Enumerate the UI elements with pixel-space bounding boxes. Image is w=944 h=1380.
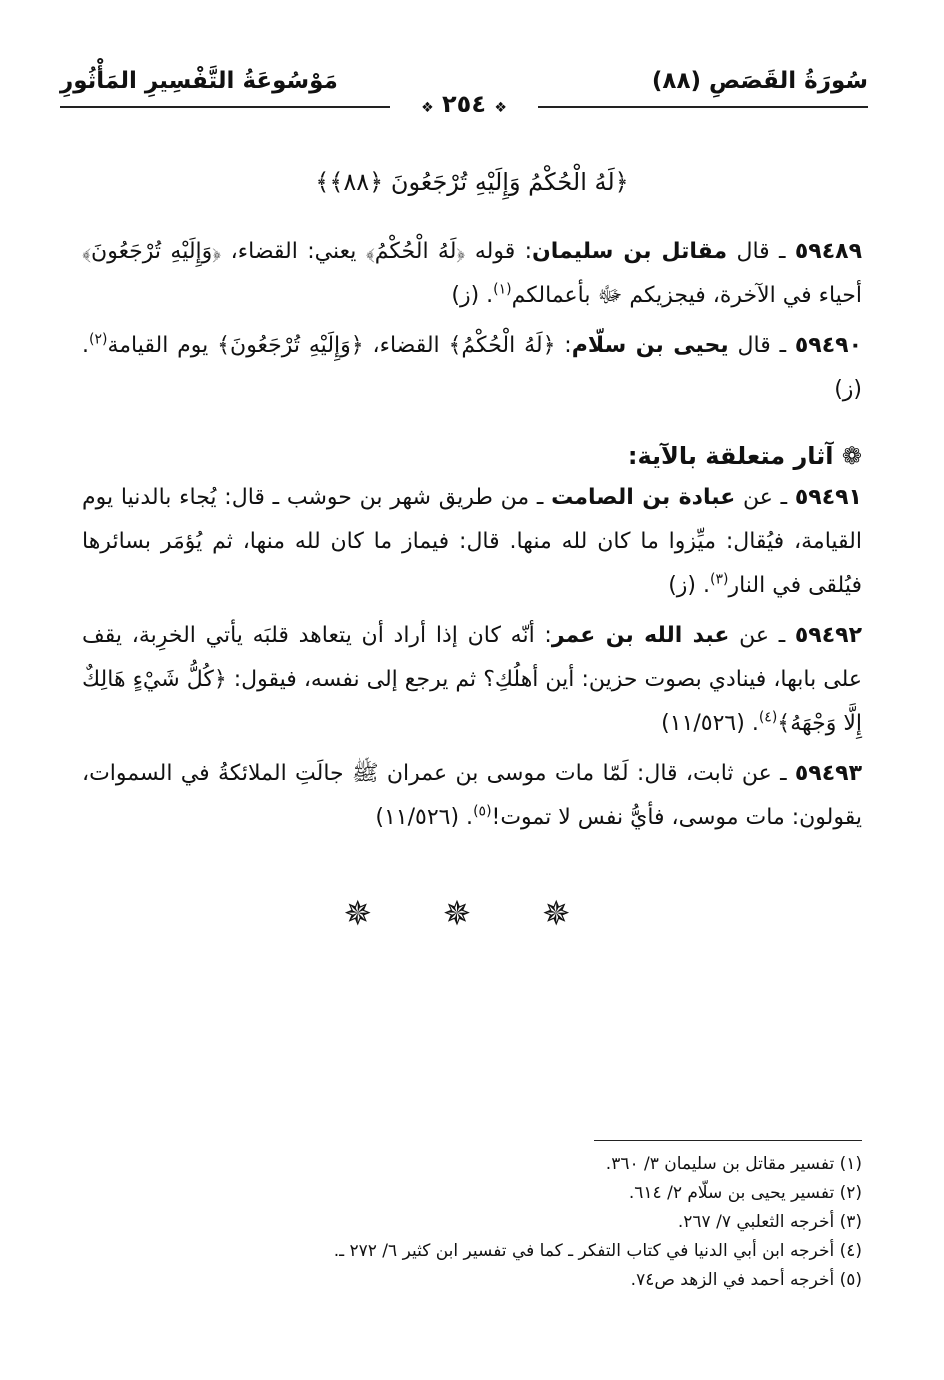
entry-text: لَمّا مات موسى بن عمران ﷺ جالَتِ الملائكةُ في السموات، يقولون: مات موسى، فأيُّ نفس لا تموت!	[82, 761, 862, 830]
footnote-ref[interactable]: (٤)	[758, 709, 778, 726]
entry-prefix: ـ قال	[728, 333, 795, 358]
page-header	[60, 58, 868, 120]
entry-suffix: . (١١/٥٢٦)	[375, 805, 474, 830]
entry-prefix: ـ عن	[735, 485, 795, 510]
footnote-ref[interactable]: (٢)	[89, 331, 108, 348]
entry-suffix: . (١١/٥٢٦)	[661, 711, 759, 736]
footnote-2: (٢) تفسير يحيى بن سلّام ٢/ ٦١٤.	[628, 1183, 862, 1203]
surah-title: سُورَةُ القَصَصِ (٨٨)	[651, 68, 868, 94]
footnote-3: (٣) أخرجه الثعلبي ٧/ ٢٦٧.	[677, 1212, 862, 1232]
page-number: ٢٥٤	[442, 90, 486, 118]
footnote-ref[interactable]: (٣)	[710, 571, 729, 588]
page-body	[82, 168, 862, 934]
ornament-icon: ❖	[494, 100, 507, 116]
athar-59491	[82, 476, 862, 608]
entry-suffix: . (ز)	[82, 333, 862, 402]
header-rule-left	[60, 106, 390, 108]
footnote-divider	[594, 1140, 862, 1141]
footnote-5: (٥) أخرجه أحمد في الزهد ص٧٤.	[630, 1270, 862, 1290]
entry-59490	[82, 324, 862, 412]
entry-number: ٥٩٤٩٠	[794, 333, 862, 358]
footnote-ref[interactable]: (١)	[493, 281, 512, 298]
section-heading: ❁ آثار متعلقة بالآية:	[627, 442, 862, 470]
footnote-1: (١) تفسير مقاتل بن سليمان ٣/ ٣٦٠.	[605, 1154, 862, 1174]
entry-number: ٥٩٤٩٣	[794, 761, 862, 786]
entry-prefix: ـ قال	[727, 239, 795, 264]
entry-number: ٥٩٤٨٩	[794, 239, 862, 264]
quran-verse: ﴿لَهُ الْحُكْمُ وَإِلَيْهِ تُرْجَعُونَ ﴿٨٨﴾﴾	[315, 168, 629, 196]
footnote-ref[interactable]: (٥)	[473, 803, 492, 820]
entry-59489	[82, 230, 862, 318]
entry-narrator: عبادة بن الصامت	[551, 485, 736, 510]
entry-suffix: . (ز)	[451, 283, 494, 308]
entry-text: : أنّه كان إذا أراد أن يتعاهد قلبَه يأتي الخرِبة، يقف على بابها، فينادي بصوت حزين: أين أهلُكِ؟ ثم يرجع إلى نفسه، فيقول: ﴿كُلُّ شَيْءٍ هَالِكٌ إِلَّا وَجْهَهُ﴾	[82, 623, 862, 736]
entry-number: ٥٩٤٩١	[794, 485, 862, 510]
entry-text: : قوله ﴿لَهُ الْحُكْمُ﴾ يعني: القضاء، ﴿وَإِلَيْهِ تُرْجَعُونَ﴾ أحياء في الآخرة، فيجزيكم ﷻ بأعمالكم	[82, 239, 862, 308]
athar-59492	[82, 614, 862, 746]
section-separator-stars: ✵ ✵ ✵	[343, 894, 601, 934]
entry-text: ـ من طريق شهر بن حوشب ـ قال: يُجاء بالدنيا يوم القيامة، فيُقال: ميِّزوا ما كان لله منها. قال: فيماز ما كان لله منها، ثم يُؤمَر بسائرها فيُلقى في النار	[82, 485, 862, 598]
entry-text: : ﴿لَهُ الْحُكْمُ﴾ القضاء، ﴿وَإِلَيْهِ تُرْجَعُونَ﴾ يوم القيامة	[107, 333, 572, 358]
entry-number: ٥٩٤٩٢	[794, 623, 863, 648]
ornament-icon: ❖	[421, 100, 434, 116]
book-title: مَوْسُوعَةُ التَّفْسِيرِ المَأْثُورِ	[60, 68, 338, 94]
page-number-block	[404, 90, 524, 118]
entry-narrator: مقاتل بن سليمان	[531, 239, 728, 264]
entry-suffix: . (ز)	[668, 573, 710, 598]
entry-narrator: عبد الله بن عمر	[551, 623, 730, 648]
entry-prefix: ـ عن	[729, 623, 795, 648]
footnotes	[82, 1150, 862, 1295]
footnote-4: (٤) أخرجه ابن أبي الدنيا في كتاب التفكر ـ كما في تفسير ابن كثير ٦/ ٢٧٢ ـ.	[333, 1241, 862, 1261]
entry-prefix: ـ عن ثابت، قال:	[628, 761, 795, 786]
header-rule-right	[538, 106, 868, 108]
athar-59493	[82, 752, 862, 840]
entry-narrator: يحيى بن سلّام	[571, 333, 729, 358]
